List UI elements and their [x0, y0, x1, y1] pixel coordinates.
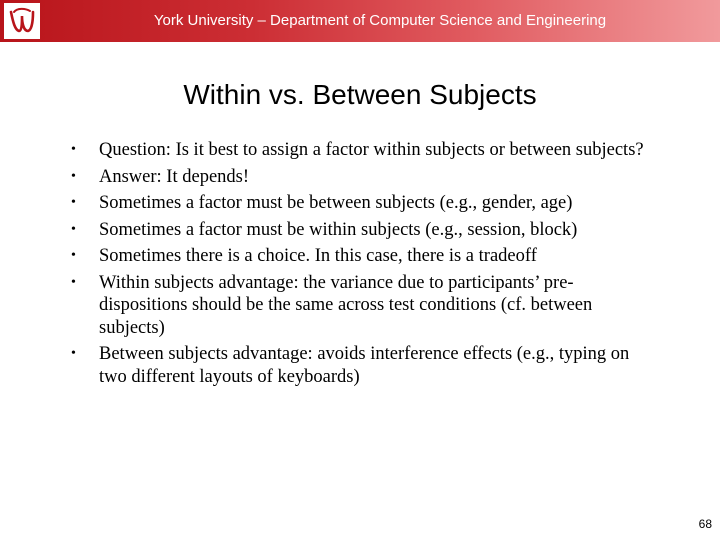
bullet-text: Question: Is it best to assign a factor within subjects or between subjects?: [99, 140, 644, 160]
bullet-icon: •: [71, 248, 76, 263]
bullet-text: Answer: It depends!: [99, 166, 250, 187]
bullet-text: Sometimes a factor must be within subjects (e.g., session, block): [99, 219, 578, 240]
bullet-item: [68, 139, 648, 162]
bullet-icon: •: [71, 195, 76, 210]
bullet-text: Within subjects advantage: the variance due to participants’ pre-dispositions should be the same across test conditions (cf. between subjects): [99, 272, 593, 338]
bullet-icon: •: [71, 346, 76, 361]
bullet-icon: •: [71, 221, 76, 237]
bullet-text: Sometimes a factor must be between subjects (e.g., gender, age): [99, 193, 573, 213]
bullet-text: Sometimes there is a choice. In this case, there is a tradeoff: [99, 246, 537, 266]
bullet-item: [68, 245, 648, 268]
bullet-item: [68, 219, 648, 242]
bullet-item: [68, 166, 648, 189]
york-university-logo-icon: [4, 3, 40, 39]
bullet-list: [68, 139, 648, 392]
bullet-icon: •: [71, 142, 76, 157]
page-number: 68: [698, 517, 712, 531]
bullet-item: [68, 272, 648, 340]
bullet-item: [68, 192, 648, 215]
bullet-icon: •: [71, 274, 76, 290]
header-bar: [0, 0, 720, 42]
bullet-item: [68, 343, 648, 388]
slide-title: Within vs. Between Subjects: [183, 79, 537, 110]
bullet-icon: •: [71, 168, 76, 184]
bullet-text: Between subjects advantage: avoids interference effects (e.g., typing on two different layouts of keyboards): [99, 344, 630, 387]
header-institution-title: York University – Department of Computer Science and Engineering: [153, 12, 607, 29]
